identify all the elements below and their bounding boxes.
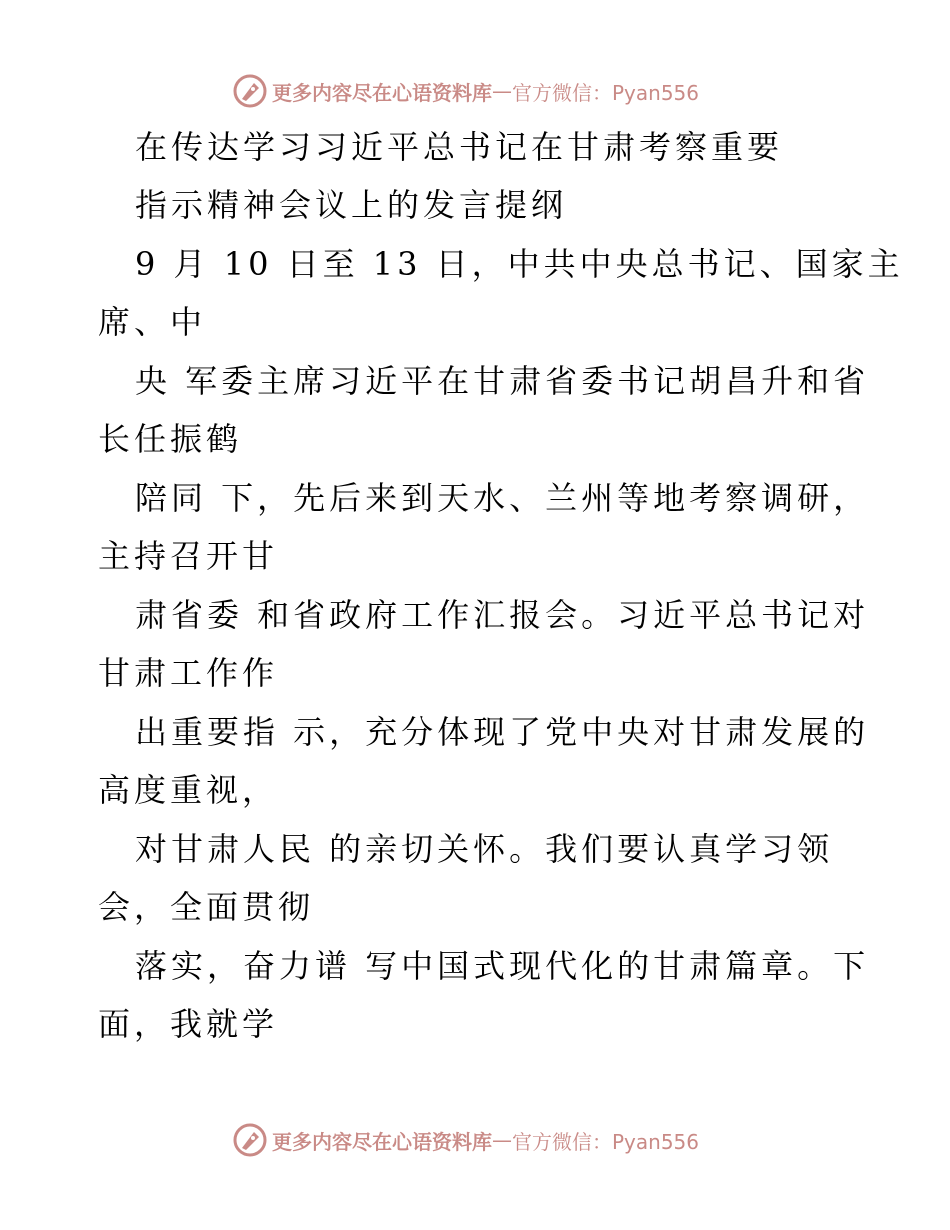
watermark-banner-top xyxy=(232,71,699,111)
body-line: 9 月 10 日至 13 日，中共中央总书记、国家主 xyxy=(135,245,904,283)
watermark-text: 更多内容尽在心语资料库 xyxy=(272,1129,492,1154)
body-line: 陪同 下，先后来到天水、兰州等地考察调研， xyxy=(135,479,870,517)
watermark-contact: 官方微信：Pyan556 xyxy=(512,1129,700,1154)
body-line: 甘肃工作作 xyxy=(98,654,279,692)
body-line: 对甘肃人民 的亲切关怀。我们要认真学习领 xyxy=(135,830,834,868)
watermark-dash: — xyxy=(492,79,512,103)
pen-nib-logo-icon xyxy=(232,73,268,109)
doc-title-line-1: 在传达学习习近平总书记在甘肃考察重要 xyxy=(135,128,784,166)
body-line: 长任振鹤 xyxy=(98,420,243,458)
body-line: 央 军委主席习近平在甘肃省委书记胡昌升和省 xyxy=(135,362,870,400)
body-line: 会，全面贯彻 xyxy=(98,888,315,926)
watermark-text: 更多内容尽在心语资料库 xyxy=(272,80,492,105)
body-line: 高度重视， xyxy=(98,771,279,809)
watermark-dash: — xyxy=(492,1128,512,1152)
watermark-banner-bottom xyxy=(232,1120,699,1160)
body-line: 面，我就学 xyxy=(98,1005,279,1043)
body-line: 肃省委 和省政府工作汇报会。习近平总书记对 xyxy=(135,596,870,634)
body-line: 席、中 xyxy=(98,303,207,341)
body-line: 出重要指 示，充分体现了党中央对甘肃发展的 xyxy=(135,713,870,751)
watermark-contact: 官方微信：Pyan556 xyxy=(512,80,700,105)
body-line: 落实，奋力谱 写中国式现代化的甘肃篇章。下 xyxy=(135,947,870,985)
body-line: 主持召开甘 xyxy=(98,537,279,575)
doc-title-line-2: 指示精神会议上的发言提纲 xyxy=(135,186,568,224)
pen-nib-logo-icon xyxy=(232,1122,268,1158)
